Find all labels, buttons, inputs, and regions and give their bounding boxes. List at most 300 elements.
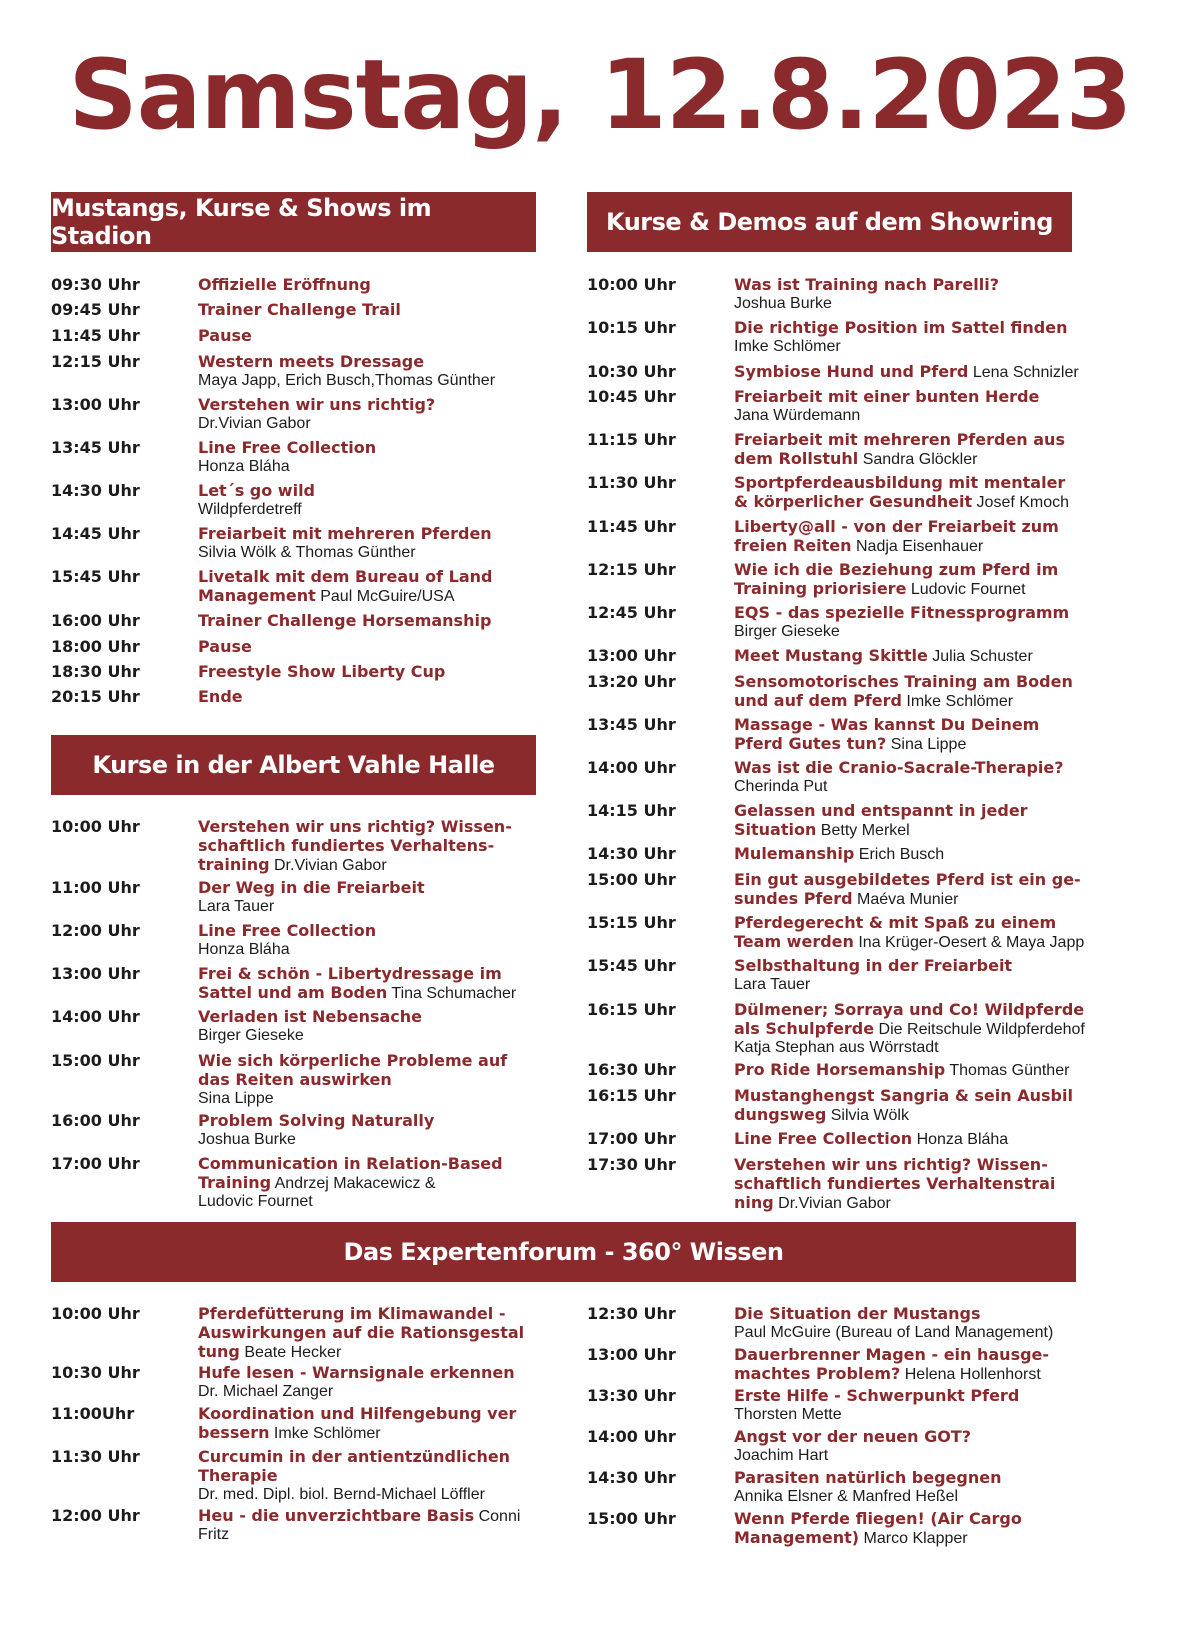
entry-time: 11:00Uhr	[51, 1404, 135, 1423]
entry-description	[734, 363, 1079, 382]
description-line	[734, 580, 1058, 599]
description-line	[734, 890, 1081, 909]
session-title: Liberty@all - von der Freiarbeit zum	[734, 517, 1059, 536]
session-title: als Schulpferde	[734, 1019, 875, 1038]
entry-description	[198, 1405, 516, 1443]
description-line	[734, 295, 999, 313]
description-line	[198, 301, 401, 320]
description-line	[198, 1405, 516, 1424]
description-line	[734, 1488, 1001, 1506]
entry-description	[734, 1510, 1022, 1548]
description-line	[198, 327, 252, 346]
speaker-name: Die Reitschule Wildpferdehof	[874, 1021, 1085, 1038]
description-line	[198, 879, 425, 898]
description-line	[734, 759, 1064, 778]
entry-description	[734, 276, 999, 313]
speaker-name: Thomas Günther	[945, 1062, 1070, 1079]
description-line	[734, 933, 1084, 952]
description-line	[734, 735, 1039, 754]
speaker-name: Ina Krüger-Oesert & Maya Japp	[853, 934, 1085, 951]
session-title: Verstehen wir uns richtig? Wissen-	[198, 817, 512, 836]
speaker-name: Joshua Burke	[198, 1131, 296, 1148]
entry-description	[198, 276, 371, 295]
entry-description	[734, 604, 1069, 641]
session-title: sundes Pferd	[734, 889, 853, 908]
session-title: Verladen ist Nebensache	[198, 1007, 423, 1026]
entry-description	[198, 638, 252, 657]
speaker-name: Conni	[474, 1508, 521, 1525]
speaker-name: Erich Busch	[854, 846, 945, 863]
entry-time: 16:30 Uhr	[587, 1060, 676, 1079]
description-line	[198, 922, 376, 941]
description-line	[198, 638, 252, 657]
description-line	[198, 482, 315, 501]
description-line	[198, 965, 516, 984]
description-line	[734, 1130, 1008, 1149]
entry-time: 15:45 Uhr	[51, 567, 140, 586]
entry-time: 15:15 Uhr	[587, 913, 676, 932]
description-line	[734, 623, 1069, 641]
description-line	[734, 976, 1012, 994]
speaker-name: Honza Bláha	[912, 1131, 1009, 1148]
description-line	[198, 276, 371, 295]
entry-time: 12:15 Uhr	[587, 560, 676, 579]
description-line	[734, 518, 1059, 537]
entry-description	[734, 647, 1033, 666]
description-line	[734, 1365, 1049, 1384]
session-title: Verstehen wir uns richtig?	[198, 395, 436, 414]
session-title: Die richtige Position im Sattel finden	[734, 318, 1068, 337]
entry-time: 18:00 Uhr	[51, 637, 140, 656]
entry-time: 16:15 Uhr	[587, 1086, 676, 1105]
entry-time: 10:00 Uhr	[51, 817, 140, 836]
session-title: Gelassen und entspannt in jeder	[734, 801, 1028, 820]
session-title: Ein gut ausgebildetes Pferd ist ein ge-	[734, 870, 1081, 889]
entry-description	[198, 612, 491, 631]
entry-description	[198, 818, 512, 875]
description-line	[198, 1467, 510, 1486]
entry-time: 13:00 Uhr	[587, 646, 676, 665]
entry-time: 15:00 Uhr	[587, 1509, 676, 1528]
speaker-name: Beate Hecker	[239, 1344, 342, 1361]
description-line	[198, 458, 376, 476]
speaker-name: Lena Schnizler	[968, 364, 1079, 381]
entry-time: 13:20 Uhr	[587, 672, 676, 691]
description-line	[734, 1039, 1085, 1057]
description-line	[734, 1510, 1022, 1529]
description-line	[734, 914, 1084, 933]
description-line	[198, 544, 492, 562]
session-title: Dauerbrenner Magen - ein hausge-	[734, 1345, 1050, 1364]
session-title: Freestyle Show Liberty Cup	[198, 662, 446, 681]
section-heading-showring: Kurse & Demos auf dem Showring	[587, 192, 1072, 252]
session-title: Hufe lesen - Warnsignale erkennen	[198, 1363, 515, 1382]
session-title: Parasiten natürlich begegnen	[734, 1468, 1002, 1487]
entry-description	[734, 388, 1039, 425]
session-title: training	[198, 855, 270, 874]
description-line	[734, 957, 1012, 976]
session-title: Symbiose Hund und Pferd	[734, 362, 969, 381]
entry-time: 11:00 Uhr	[51, 878, 140, 897]
session-title: & körperlicher Gesundheit	[734, 492, 973, 511]
speaker-name: Dr.Vivian Gabor	[269, 857, 387, 874]
entry-time: 13:00 Uhr	[587, 1345, 676, 1364]
speaker-name: Josef Kmoch	[972, 494, 1070, 511]
description-line	[734, 1346, 1049, 1365]
session-title: Mulemanship	[734, 844, 855, 863]
speaker-name: Cherinda Put	[734, 778, 828, 795]
session-title: Therapie	[198, 1466, 278, 1485]
speaker-name: Annika Elsner & Manfred Heßel	[734, 1488, 959, 1505]
description-line	[734, 1447, 971, 1465]
session-title: Freiarbeit mit mehreren Pferden aus	[734, 430, 1065, 449]
session-title: Line Free Collection	[734, 1129, 913, 1148]
description-line	[734, 1087, 1073, 1106]
session-title: Situation	[734, 820, 817, 839]
session-title: Pro Ride Horsemanship	[734, 1060, 946, 1079]
entry-time: 17:00 Uhr	[51, 1154, 140, 1173]
session-title: Die Situation der Mustangs	[734, 1304, 981, 1323]
entry-time: 13:00 Uhr	[51, 395, 140, 414]
session-title: Meet Mustang Skittle	[734, 646, 928, 665]
description-line	[198, 396, 435, 415]
description-line	[734, 778, 1064, 796]
entry-time: 15:45 Uhr	[587, 956, 676, 975]
entry-description	[198, 301, 401, 320]
session-title: Line Free Collection	[198, 921, 377, 940]
session-title: Koordination und Hilfengebung ver	[198, 1404, 517, 1423]
description-line	[734, 802, 1028, 821]
description-line	[198, 372, 495, 390]
session-title: Wie sich körperliche Probleme auf	[198, 1051, 508, 1070]
description-line	[734, 1156, 1055, 1175]
speaker-name: Joachim Hart	[734, 1447, 829, 1464]
section-heading-forum: Das Expertenforum - 360° Wissen	[51, 1222, 1076, 1282]
speaker-name: Jana Würdemann	[734, 407, 861, 424]
page-title: Samstag, 12.8.2023	[68, 39, 1132, 151]
description-line	[198, 1486, 510, 1504]
description-line	[198, 941, 376, 959]
description-line	[198, 688, 243, 707]
description-line	[198, 415, 435, 433]
session-title: schaftlich fundiertes Verhaltens-	[198, 836, 495, 855]
session-title: Dülmener; Sorraya und Co! Wildpferde	[734, 1000, 1085, 1019]
entry-time: 10:00 Uhr	[51, 1304, 140, 1323]
entry-description	[198, 688, 243, 707]
description-line	[198, 1131, 434, 1149]
description-line	[734, 821, 1028, 840]
entry-description	[198, 879, 425, 916]
entry-time: 13:45 Uhr	[587, 715, 676, 734]
session-title: bessern	[198, 1423, 270, 1442]
speaker-name: Imke Schlömer	[734, 338, 841, 355]
description-line	[198, 898, 425, 916]
entry-time: 12:30 Uhr	[587, 1304, 676, 1323]
description-line	[198, 1052, 507, 1071]
speaker-name: Birger Gieseke	[734, 623, 840, 640]
session-title: Team werden	[734, 932, 854, 951]
speaker-name: Betty Merkel	[816, 822, 910, 839]
session-title: ning	[734, 1193, 774, 1212]
entry-time: 17:30 Uhr	[587, 1155, 676, 1174]
entry-time: 16:15 Uhr	[587, 1000, 676, 1019]
description-line	[198, 1027, 422, 1045]
entry-description	[734, 914, 1084, 952]
entry-time: 10:30 Uhr	[51, 1363, 140, 1382]
session-title: das Reiten auswirken	[198, 1070, 392, 1089]
entry-description	[734, 1156, 1055, 1213]
session-title: Freiarbeit mit mehreren Pferden	[198, 524, 492, 543]
session-title: Erste Hilfe - Schwerpunkt Pferd	[734, 1386, 1020, 1405]
entry-description	[734, 561, 1058, 599]
entry-time: 16:00 Uhr	[51, 1111, 140, 1130]
session-title: Auswirkungen auf die Rationsgestal	[198, 1323, 525, 1342]
description-line	[734, 1529, 1022, 1548]
speaker-name: Katja Stephan aus Wörrstadt	[734, 1039, 939, 1056]
description-line	[734, 673, 1073, 692]
session-title: Management)	[734, 1528, 860, 1547]
speaker-name: Maéva Munier	[852, 891, 959, 908]
entry-time: 10:45 Uhr	[587, 387, 676, 406]
speaker-name: Dr.Vivian Gabor	[773, 1195, 891, 1212]
description-line	[198, 1526, 520, 1544]
entry-description	[734, 431, 1065, 469]
speaker-name: Birger Gieseke	[198, 1027, 304, 1044]
description-line	[734, 493, 1069, 512]
session-title: machtes Problem?	[734, 1364, 901, 1383]
session-title: Trainer Challenge Horsemanship	[198, 611, 492, 630]
session-title: Was ist Training nach Parelli?	[734, 275, 1000, 294]
session-title: Communication in Relation-Based	[198, 1154, 503, 1173]
session-title: Freiarbeit mit einer bunten Herde	[734, 387, 1040, 406]
entry-description	[734, 1387, 1019, 1424]
description-line	[734, 1305, 1053, 1324]
speaker-name: Julia Schuster	[927, 648, 1033, 665]
description-line	[734, 474, 1069, 493]
entry-time: 17:00 Uhr	[587, 1129, 676, 1148]
entry-time: 14:00 Uhr	[587, 1427, 676, 1446]
description-line	[734, 1175, 1055, 1194]
session-title: Problem Solving Naturally	[198, 1111, 435, 1130]
description-line	[198, 1343, 524, 1362]
description-line	[198, 856, 512, 875]
description-line	[198, 568, 492, 587]
speaker-name: Fritz	[198, 1526, 230, 1543]
entry-time: 11:45 Uhr	[587, 517, 676, 536]
speaker-name: Paul McGuire/USA	[315, 588, 455, 605]
entry-time: 12:00 Uhr	[51, 1506, 140, 1525]
description-line	[734, 1061, 1069, 1080]
entry-description	[734, 673, 1073, 711]
entry-time: 12:00 Uhr	[51, 921, 140, 940]
speaker-name: Nadja Eisenhauer	[851, 538, 984, 555]
session-title: dem Rollstuhl	[734, 449, 859, 468]
entry-time: 14:30 Uhr	[587, 1468, 676, 1487]
speaker-name: Paul McGuire (Bureau of Land Management)	[734, 1324, 1054, 1341]
entry-time: 11:30 Uhr	[587, 473, 676, 492]
entry-time: 16:00 Uhr	[51, 611, 140, 630]
entry-description	[198, 525, 492, 562]
session-title: tung	[198, 1342, 240, 1361]
speaker-name: Joshua Burke	[734, 295, 832, 312]
speaker-name: Andrzej Makacewicz &	[271, 1175, 436, 1192]
entry-time: 13:30 Uhr	[587, 1386, 676, 1405]
entry-description	[734, 845, 944, 864]
session-title: EQS - das spezielle Fitnessprogramm	[734, 603, 1070, 622]
description-line	[734, 604, 1069, 623]
session-title: Ende	[198, 687, 243, 706]
session-title: Heu - die unverzichtbare Basis	[198, 1506, 475, 1525]
entry-description	[198, 663, 445, 682]
entry-description	[734, 1087, 1073, 1125]
session-title: Wie ich die Beziehung zum Pferd im	[734, 560, 1059, 579]
entry-description	[734, 1305, 1053, 1342]
entry-description	[734, 319, 1067, 356]
entry-description	[734, 1469, 1001, 1506]
session-title: Massage - Was kannst Du Deinem	[734, 715, 1040, 734]
session-title: und auf dem Pferd	[734, 691, 902, 710]
entry-time: 13:00 Uhr	[51, 964, 140, 983]
entry-description	[734, 1428, 971, 1465]
session-title: Verstehen wir uns richtig? Wissen-	[734, 1155, 1048, 1174]
entry-time: 14:45 Uhr	[51, 524, 140, 543]
session-title: dungsweg	[734, 1105, 827, 1124]
description-line	[198, 1507, 520, 1526]
description-line	[198, 818, 512, 837]
session-title: Der Weg in die Freiarbeit	[198, 878, 425, 897]
entry-time: 11:45 Uhr	[51, 326, 140, 345]
session-title: Management	[198, 586, 316, 605]
entry-time: 10:15 Uhr	[587, 318, 676, 337]
description-line	[198, 1364, 515, 1383]
entry-description	[734, 474, 1069, 512]
speaker-name: Sina Lippe	[886, 736, 967, 753]
description-line	[734, 407, 1039, 425]
session-title: Mustanghengst Sangria & sein Ausbil	[734, 1086, 1073, 1105]
speaker-name: Ludovic Fournet	[198, 1193, 313, 1210]
description-line	[198, 1112, 434, 1131]
session-title: Frei & schön - Libertydressage im	[198, 964, 502, 983]
description-line	[734, 1428, 971, 1447]
speaker-name: Silvia Wölk	[826, 1107, 909, 1124]
description-line	[734, 319, 1067, 338]
entry-time: 10:30 Uhr	[587, 362, 676, 381]
description-line	[198, 1174, 503, 1193]
speaker-name: Marco Klapper	[859, 1530, 968, 1547]
description-line	[198, 837, 512, 856]
description-line	[734, 1406, 1019, 1424]
description-line	[734, 845, 944, 864]
speaker-name: Tina Schumacher	[387, 985, 517, 1002]
session-title: Line Free Collection	[198, 438, 377, 457]
entry-description	[734, 759, 1064, 796]
description-line	[198, 1448, 510, 1467]
entry-description	[198, 568, 492, 606]
entry-description	[198, 1507, 520, 1544]
session-title: Angst vor der neuen GOT?	[734, 1427, 971, 1446]
session-title: Wenn Pferde fliegen! (Air Cargo	[734, 1509, 1022, 1528]
entry-time: 11:30 Uhr	[51, 1447, 140, 1466]
description-line	[734, 537, 1059, 556]
session-title: Training	[198, 1173, 272, 1192]
description-line	[198, 1424, 516, 1443]
entry-time: 09:45 Uhr	[51, 300, 140, 319]
entry-time: 14:30 Uhr	[587, 844, 676, 863]
description-line	[734, 871, 1081, 890]
entry-description	[198, 482, 315, 519]
entry-description	[198, 1008, 422, 1045]
description-line	[734, 388, 1039, 407]
description-line	[198, 587, 492, 606]
description-line	[198, 984, 516, 1003]
entry-description	[734, 1061, 1069, 1080]
description-line	[198, 501, 315, 519]
entry-time: 20:15 Uhr	[51, 687, 140, 706]
entry-description	[734, 1346, 1049, 1384]
entry-description	[198, 1305, 524, 1362]
description-line	[734, 1387, 1019, 1406]
description-line	[734, 431, 1065, 450]
session-title: Sattel und am Boden	[198, 983, 388, 1002]
session-title: Pause	[198, 637, 252, 656]
session-title: Offizielle Eröffnung	[198, 275, 371, 294]
description-line	[734, 338, 1067, 356]
entry-time: 13:45 Uhr	[51, 438, 140, 457]
description-line	[734, 716, 1039, 735]
session-title: Let´s go wild	[198, 481, 316, 500]
section-heading-stadion: Mustangs, Kurse & Shows im Stadion	[51, 192, 536, 252]
description-line	[734, 1194, 1055, 1213]
entry-description	[734, 716, 1039, 754]
session-title: Curcumin in der antientzündlichen	[198, 1447, 511, 1466]
entry-description	[734, 1001, 1085, 1057]
entry-description	[198, 922, 376, 959]
entry-time: 14:15 Uhr	[587, 801, 676, 820]
description-line	[734, 1001, 1085, 1020]
entry-time: 14:00 Uhr	[587, 758, 676, 777]
session-title: Was ist die Cranio-Sacrale-Therapie?	[734, 758, 1064, 777]
section-heading-halle: Kurse in der Albert Vahle Halle	[51, 735, 536, 795]
speaker-name: Sandra Glöckler	[858, 451, 978, 468]
entry-time: 14:30 Uhr	[51, 481, 140, 500]
entry-description	[198, 1155, 503, 1211]
entry-time: 15:00 Uhr	[587, 870, 676, 889]
description-line	[734, 363, 1079, 382]
speaker-name: Ludovic Fournet	[906, 581, 1026, 598]
entry-description	[198, 1364, 515, 1401]
description-line	[734, 647, 1033, 666]
entry-time: 11:15 Uhr	[587, 430, 676, 449]
description-line	[734, 1106, 1073, 1125]
speaker-name: Helena Hollenhorst	[900, 1366, 1041, 1383]
description-line	[734, 1469, 1001, 1488]
entry-description	[734, 871, 1081, 909]
description-line	[198, 1155, 503, 1174]
speaker-name: Imke Schlömer	[269, 1425, 381, 1442]
session-title: Pferdegerecht & mit Spaß zu einem	[734, 913, 1057, 932]
description-line	[198, 353, 495, 372]
session-title: Pferdefütterung im Klimawandel -	[198, 1304, 506, 1323]
entry-description	[198, 396, 435, 433]
description-line	[198, 1305, 524, 1324]
description-line	[198, 1193, 503, 1211]
description-line	[198, 1324, 524, 1343]
entry-time: 15:00 Uhr	[51, 1051, 140, 1070]
session-title: Livetalk mit dem Bureau of Land	[198, 567, 493, 586]
entry-time: 09:30 Uhr	[51, 275, 140, 294]
entry-description	[734, 518, 1059, 556]
speaker-name: Dr. Michael Zanger	[198, 1383, 334, 1400]
